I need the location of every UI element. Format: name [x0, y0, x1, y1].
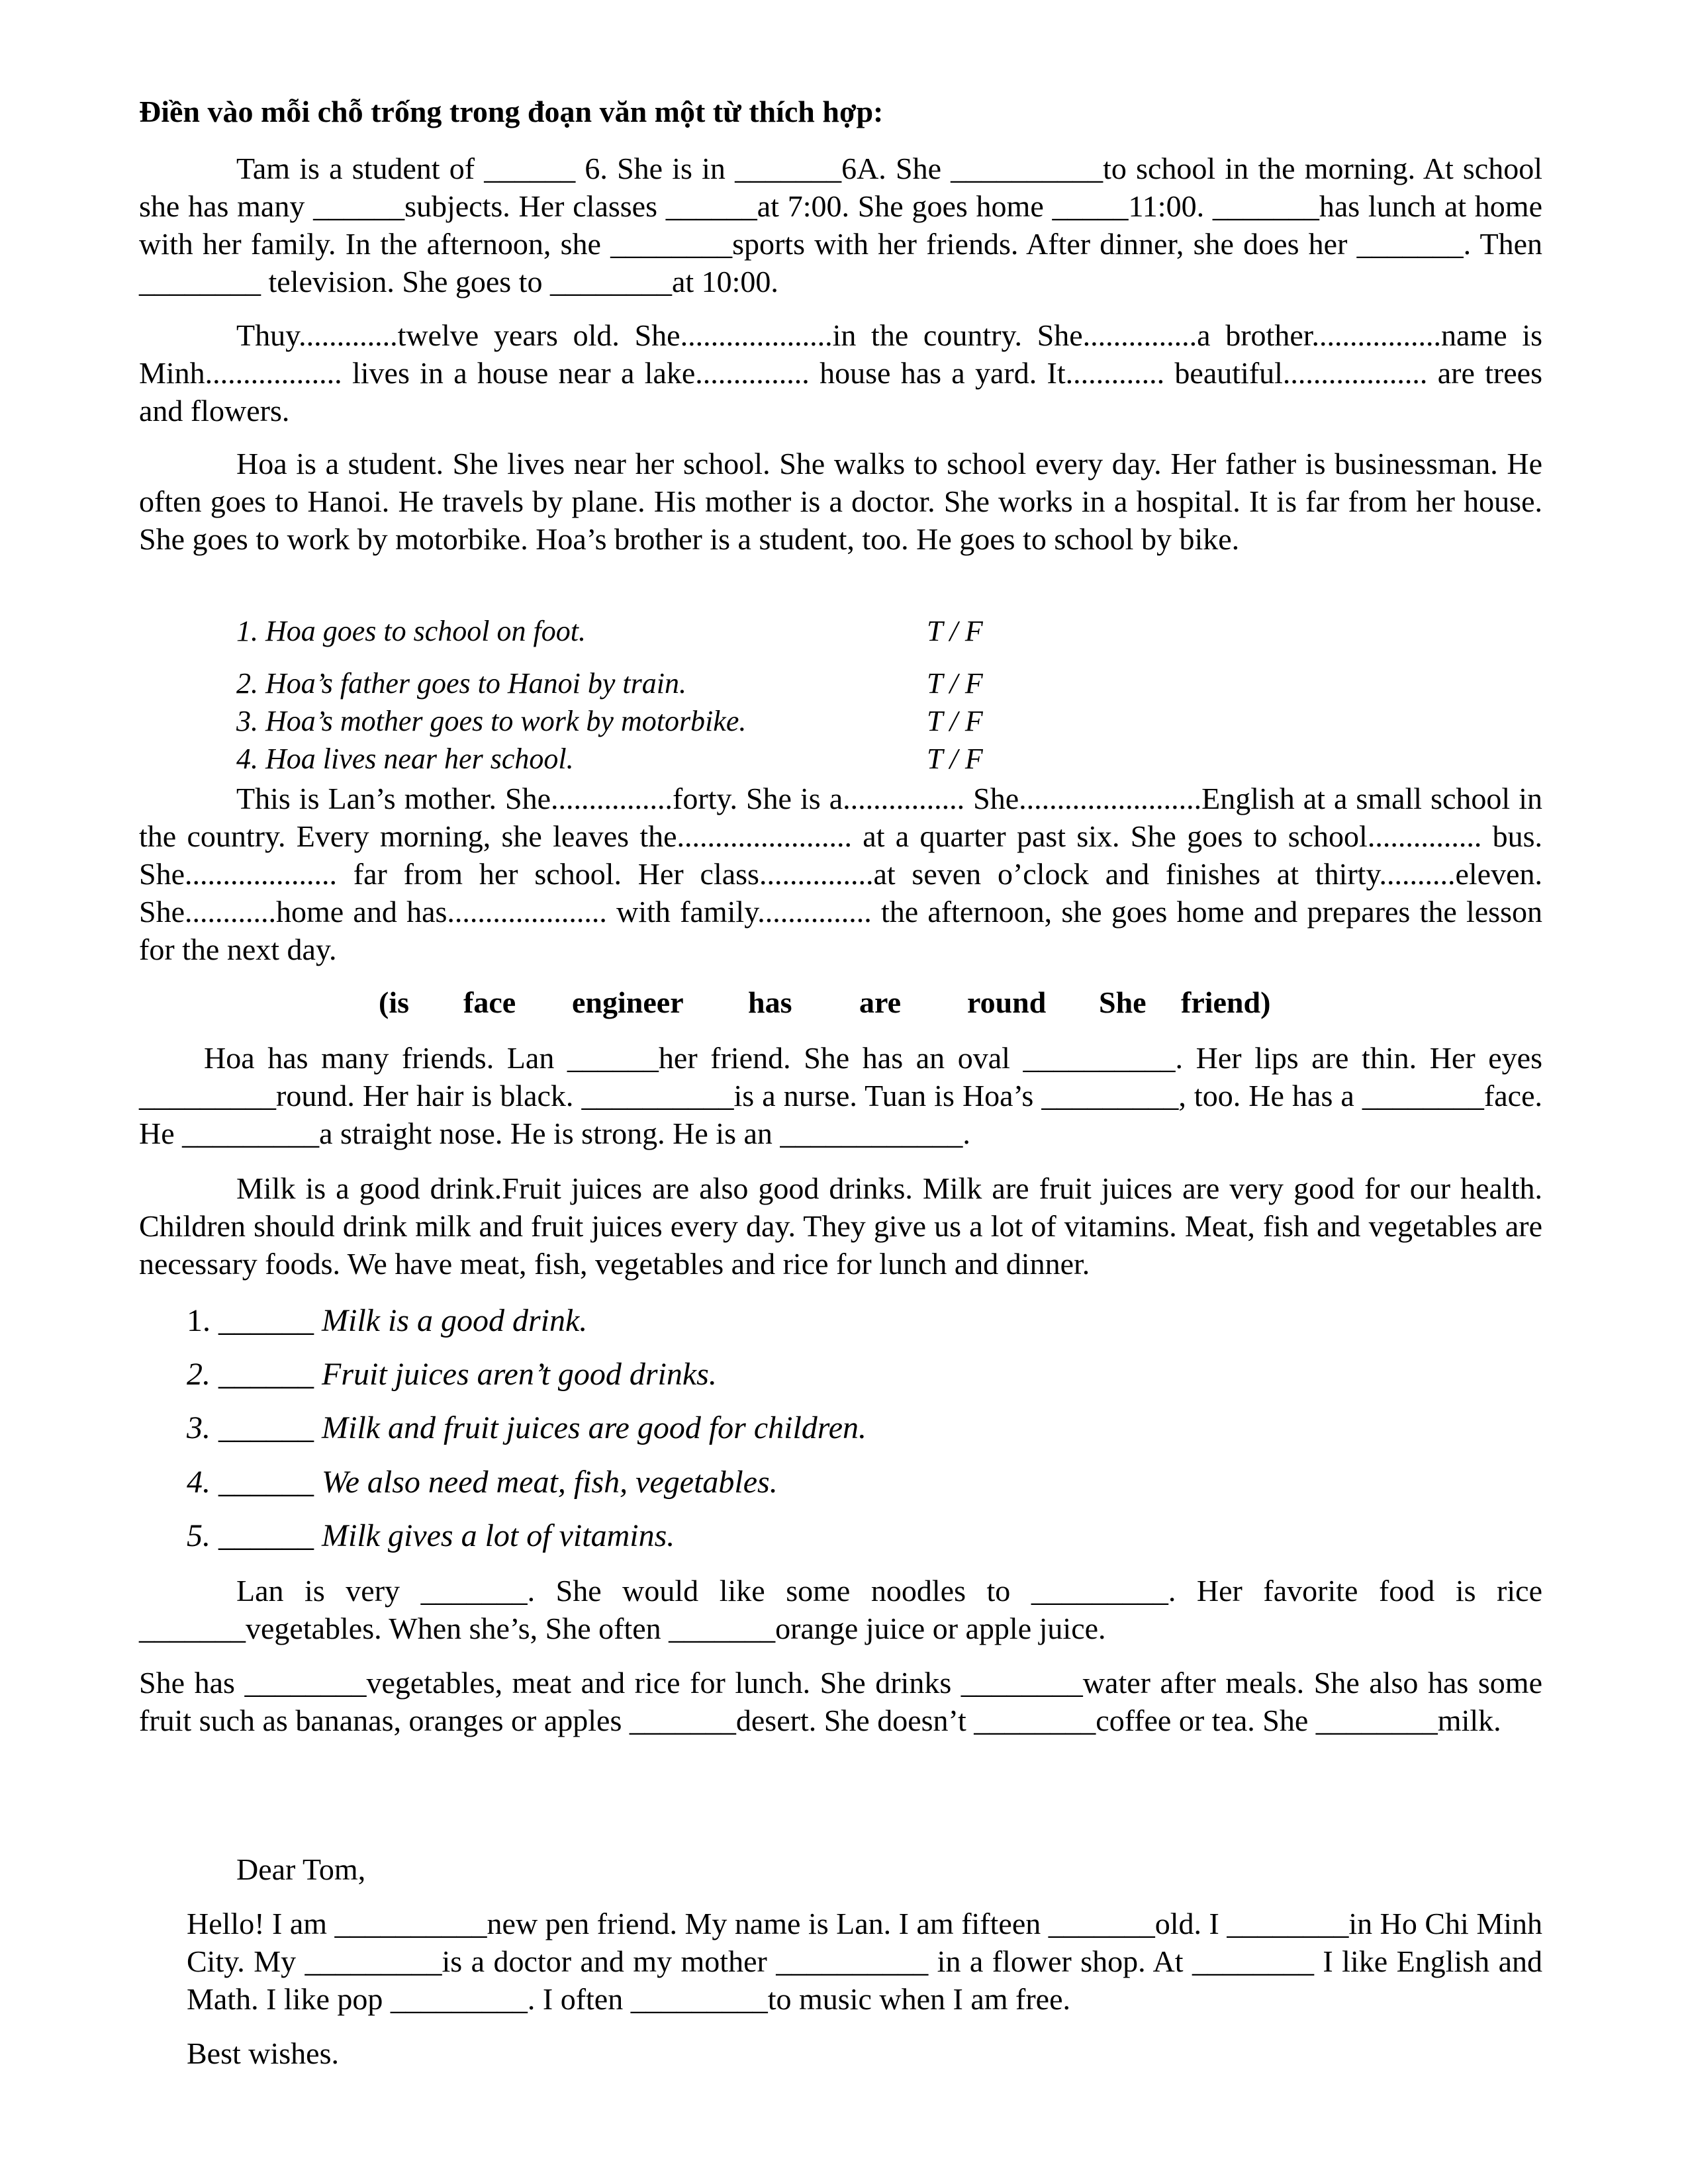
answer-blank: ______ [218, 1465, 314, 1500]
question-number: 3. [187, 1410, 211, 1445]
milk-question-4 [187, 1463, 778, 1501]
word-bank-item: She [1099, 985, 1147, 1019]
tf-choice-1 [927, 612, 983, 650]
tf-choice: T / F [927, 705, 983, 737]
answer-blank: ______ [218, 1357, 314, 1392]
paragraph-milk: Milk is a good drink.Fruit juices are also good drinks. Milk are fruit juices are very good for our health. Children should drink milk and fruit juices every day. They give us a lot of vitamins. Meat, fish and vegetables are necessary foods. We have meat, fish, vegetables and rice for lunch and dinner. [139, 1171, 1542, 1281]
paragraph-hoa-friends: Hoa has many friends. Lan ______her friend. She has an oval __________. Her lips are thin. Her eyes _________round. Her hair is black. __________is a nurse. Tuan is Hoa’s _________, too. He has a ________face. He _________a straight nose. He is strong. He is an ____________. [139, 1041, 1542, 1150]
tf-question-2 [236, 664, 686, 702]
question-number: 2. [187, 1357, 211, 1392]
word-bank-item: are [859, 985, 902, 1019]
word-bank-item: face [463, 985, 516, 1019]
tf-question-text: 3. Hoa’s mother goes to work by motorbike. [236, 705, 747, 737]
question-text: Milk and fruit juices are good for children. [322, 1410, 867, 1445]
milk-question-3 [187, 1409, 867, 1447]
tf-choice: T / F [927, 743, 983, 775]
tf-choice-2 [927, 664, 983, 702]
word-bank-item: (is [379, 985, 409, 1019]
tf-choice-3 [927, 702, 983, 740]
question-text: Milk is a good drink. [322, 1303, 588, 1338]
paragraph-lan-food: Lan is very _______. She would like some noodles to _________. Her favorite food is rice _______vegetables. When she’s, She often _______orange juice or apple juice. [139, 1574, 1542, 1645]
question-text: Milk gives a lot of vitamins. [322, 1518, 675, 1553]
tf-question-3 [236, 702, 746, 740]
paragraph-she-has: She has ________vegetables, meat and rice for lunch. She drinks ________water after meals. She also has some fruit such as bananas, oranges or apples _______desert. She doesn’t ________coffee or tea. She ________milk. [139, 1666, 1542, 1737]
paragraph-tam: Tam is a student of ______ 6. She is in _______6A. She __________to school in the morning. At school she has many ______subjects. Her classes ______at 7:00. She goes home _____11:00. _______has lunch at home with her family. In the afternoon, she ________sports with her friends. After dinner, she does her _______. Then ________ television. She goes to ________at 10:00. [139, 152, 1542, 298]
letter-greeting: Dear Tom, [236, 1852, 366, 1886]
tf-choice: T / F [927, 667, 983, 700]
question-text: We also need meat, fish, vegetables. [322, 1465, 778, 1500]
letter-closing: Best wishes. [187, 2036, 339, 2070]
word-bank-item: round [967, 985, 1047, 1019]
paragraph-hoa: Hoa is a student. She lives near her school. She walks to school every day. Her father is businessman. He often goes to Hanoi. He travels by plane. His mother is a doctor. She works in a hospital. It is far from her house. She goes to work by motorbike. Hoa’s brother is a student, too. He goes to school by bike. [139, 447, 1542, 556]
tf-question-text: 2. Hoa’s father goes to Hanoi by train. [236, 667, 686, 700]
answer-blank: ______ [218, 1303, 314, 1338]
tf-choice-4 [927, 740, 983, 778]
word-bank-item: has [748, 985, 792, 1019]
letter-body: Hello! I am __________new pen friend. My name is Lan. I am fifteen _______old. I ________in Ho Chi Minh City. My _________is a doctor and my mother __________ in a flower shop. At ________ I like English and Math. I like pop _________. I often _________to music when I am free. [187, 1907, 1542, 2016]
question-text: Fruit juices aren’t good drinks. [322, 1357, 717, 1392]
milk-question-5 [187, 1517, 675, 1555]
word-bank [0, 983, 1688, 1023]
tf-question-text: 1. Hoa goes to school on foot. [236, 615, 586, 647]
tf-choice: T / F [927, 615, 983, 647]
milk-question-2 [187, 1355, 717, 1393]
word-bank-item: engineer [572, 985, 684, 1019]
answer-blank: ______ [218, 1410, 314, 1445]
question-number: 4. [187, 1465, 211, 1500]
tf-question-1 [236, 612, 586, 650]
page-heading: Điền vào mỗi chỗ trống trong đoạn văn một từ thích hợp: [139, 95, 884, 128]
question-number: 5. [187, 1518, 211, 1553]
paragraph-lans-mother: This is Lan’s mother. She................forty. She is a................ She........................English at a small school in the country. Every morning, she leaves the....................... at a quarter past six. She goes to school............... bus. She.................... far from her school. Her class...............at seven o’clock and finishes at thirty..........eleven. She............home and has..................... with family............... the afternoon, she goes home and prepares the lesson for the next day. [139, 782, 1542, 966]
milk-question-1 [187, 1302, 587, 1340]
tf-question-text: 4. Hoa lives near her school. [236, 743, 574, 775]
word-bank-item: friend) [1181, 985, 1271, 1019]
paragraph-thuy: Thuy.............twelve years old. She....................in the country. She...............a brother.................name is Minh.................. lives in a house near a lake............... house has a yard. It............. beautiful................... are trees and flowers. [139, 318, 1542, 428]
answer-blank: ______ [218, 1518, 314, 1553]
tf-question-4 [236, 740, 574, 778]
question-number: 1. [187, 1303, 211, 1338]
